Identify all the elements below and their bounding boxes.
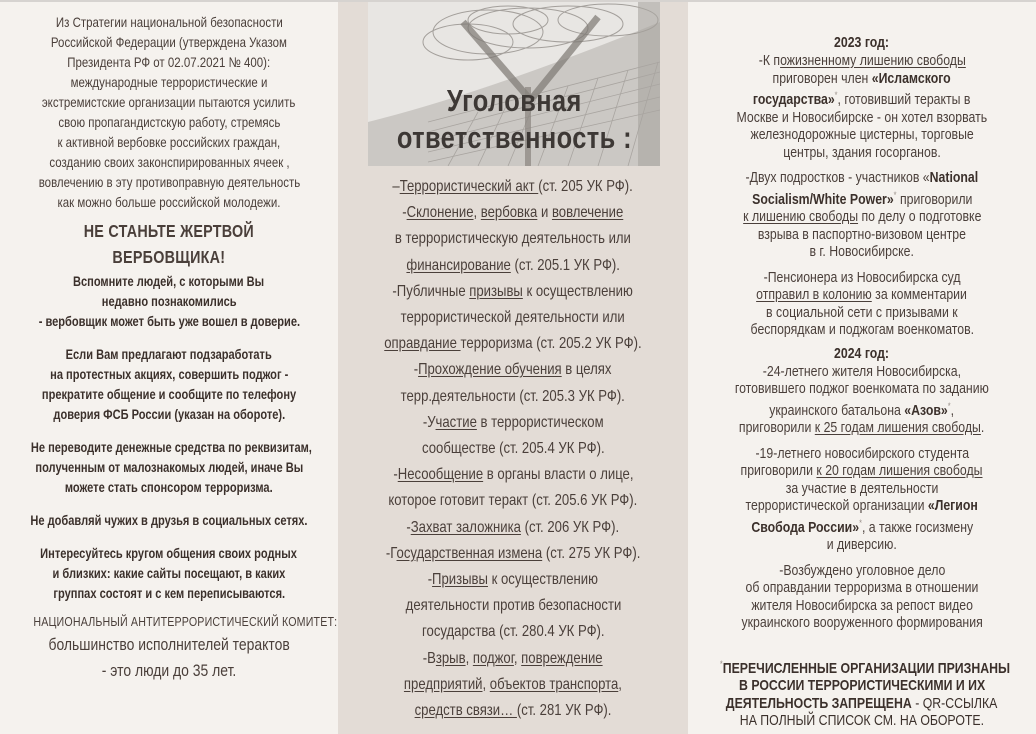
right-panel (688, 2, 1036, 734)
tip-line: Если Вам предлагают подзаработать (65, 347, 273, 362)
text-line (688, 70, 1036, 88)
tip-line: можете стать спонсором терроризма. (65, 480, 273, 495)
tips-list (0, 270, 338, 604)
text-run: в террористическую деятельность или (394, 230, 631, 248)
banner-title (368, 82, 660, 156)
underlined-term: объектов транспорта (489, 675, 619, 693)
text-line (338, 593, 688, 619)
tip-line: Не добавляй чужих в друзья в социальных сетях. (30, 513, 308, 528)
case-item (688, 562, 1036, 632)
text-line (338, 541, 688, 567)
tip-item (0, 272, 338, 332)
text-run: об оправдании терроризма в отношении (745, 579, 979, 596)
text-run: в террористическом (476, 413, 604, 431)
bold-term: государства» (753, 91, 836, 108)
statement-line: - это люди до 35 лет. (101, 661, 237, 680)
text-run: за комментарии (872, 286, 968, 303)
text-line (338, 646, 688, 672)
asterisk-footnote-mark: * (858, 517, 862, 528)
text-run: -Г (385, 544, 397, 562)
left-panel (0, 2, 338, 734)
text-run: - (406, 518, 411, 536)
bold-term: ПЕРЕЧИСЛЕННЫЕ ОРГАНИЗАЦИИ ПРИЗНАНЫ (722, 659, 1011, 677)
text-line (338, 305, 688, 331)
bold-term: Свобода России» (751, 518, 859, 536)
text-run: сообществе (ст. 205.4 УК РФ). (421, 440, 605, 458)
text-line (688, 109, 1036, 127)
tip-line: доверия ФСБ России (указан на обороте). (53, 407, 285, 422)
text-line (688, 187, 1036, 209)
text-run: жителя Новосибирска за репост видео (751, 596, 973, 614)
quote-line: свою пропагандистскую работу, стремясь (58, 114, 280, 130)
text-run: (ст. 206 УК РФ). (521, 518, 620, 536)
text-run: . (981, 419, 985, 436)
text-line (338, 357, 688, 383)
text-run: -Публичные (392, 282, 470, 300)
text-line (338, 331, 688, 357)
text-run: беспорядкам и поджогам военкоматов. (750, 321, 974, 338)
quote-line: международные террористические и (70, 74, 268, 90)
text-line (688, 52, 1036, 70)
text-run: , (473, 204, 482, 222)
bold-term: ДЕЯТЕЛЬНОСТЬ ЗАПРЕЩЕНА (726, 694, 913, 712)
text-line (688, 462, 1036, 480)
year-2023-heading: 2023 год: (834, 34, 890, 51)
text-line (338, 436, 688, 462)
text-run: (ст. 205 УК РФ). (538, 178, 634, 195)
heading-line: НЕ СТАНЬТЕ ЖЕРТВОЙ (83, 221, 255, 241)
quote-line: Из Стратегии национальной безопасности (55, 14, 283, 30)
text-line (338, 253, 688, 279)
text-line (338, 384, 688, 410)
text-line (338, 698, 688, 724)
text-run: приговорен член (772, 69, 873, 87)
underlined-term: средств связи… (414, 702, 517, 720)
quote-line: вовлечению в эту противоправную деятельность (38, 174, 300, 190)
text-line (688, 126, 1036, 144)
underlined-term: частие (435, 413, 477, 431)
case-item (688, 363, 1036, 437)
text-run: -У (422, 413, 436, 431)
quote-line: Российской Федерации (утверждена Указом (51, 34, 287, 50)
case-item (688, 269, 1036, 339)
text-line (338, 226, 688, 252)
text-line (688, 536, 1036, 554)
banner-title-line: Уголовная (446, 83, 582, 118)
text-line (338, 462, 688, 488)
tip-item (0, 345, 338, 425)
text-run: (ст. 275 УК РФ). (542, 544, 641, 562)
text-run: -Пенсионера из Новосибирска суд (763, 268, 961, 286)
cases-2023 (688, 52, 1036, 339)
text-line (688, 712, 1036, 730)
underlined-term: к лишению свободы (742, 208, 858, 225)
text-run: украинского вооруженного формирования (741, 614, 983, 631)
text-run: -Возбуждено уголовное дело (778, 561, 946, 579)
text-run: , (465, 649, 474, 667)
nak-statement (0, 632, 338, 684)
tip-line: на протестных акциях, совершить поджог - (49, 367, 289, 382)
underlined-term: вербовка (481, 204, 538, 222)
text-run: приговорили (741, 462, 817, 479)
text-line (688, 398, 1036, 420)
text-run: - (392, 466, 398, 484)
underlined-term: Призывы (432, 571, 489, 589)
quote-line: к активной вербовке российских граждан, (57, 134, 281, 150)
text-line (688, 87, 1036, 109)
text-run: в целях (562, 361, 612, 379)
text-run: и (537, 204, 553, 222)
tip-line: - вербовщик может быть уже вошел в доверие. (38, 314, 300, 329)
text-line (688, 269, 1036, 287)
tip-line: прекратите общение и сообщите по телефону (41, 387, 297, 402)
middle-panel (338, 2, 688, 734)
text-run: в органы власти о лице, (482, 466, 634, 484)
text-run: в г. Новосибирске. (809, 243, 915, 260)
text-run: (ст. 205.1 УК РФ). (510, 256, 620, 274)
text-line (338, 672, 688, 698)
text-run: - (414, 361, 419, 379)
text-line (688, 677, 1036, 695)
underlined-term: Прохождение обучения (418, 361, 563, 379)
text-line (338, 410, 688, 436)
underlined-term: призывы (469, 282, 524, 300)
text-line (688, 226, 1036, 244)
text-line (688, 597, 1036, 615)
text-line (338, 279, 688, 305)
tip-line: и близких: какие сайты посещают, в каких (52, 566, 286, 581)
tip-item (0, 438, 338, 498)
footnote (688, 656, 1036, 730)
text-line (688, 169, 1036, 187)
text-run: терр.деятельности (ст. 205.3 УК РФ). (400, 387, 626, 405)
bold-term: В РОССИИ ТЕРРОРИСТИЧЕСКИМИ И ИХ (738, 677, 986, 694)
text-line (338, 174, 688, 200)
heading-line: ВЕРБОВЩИКА! (112, 247, 226, 267)
crimes-list (338, 174, 688, 724)
underlined-term: вовлечение (552, 204, 624, 222)
text-run: (ст. 281 УК РФ). (516, 702, 612, 720)
text-run: Москве и Новосибирске - он хотел взорвать (736, 108, 988, 126)
text-run: приговорили (739, 419, 816, 436)
text-line (688, 695, 1036, 713)
text-run: - (402, 204, 407, 222)
text-run: -Двух подростков - участников « (745, 169, 930, 186)
text-line (688, 579, 1036, 597)
year-2024-heading: 2024 год: (834, 344, 890, 362)
quote-line: экстремистские организации пытаются усилить (42, 94, 296, 110)
text-run: и диверсию. (826, 536, 898, 553)
text-run: – (392, 178, 401, 195)
text-line (688, 304, 1036, 322)
text-run: - QR-ССЫЛКА (912, 694, 998, 712)
tip-line: полученным от малознакомых людей, иначе Вы (35, 460, 303, 475)
text-run: - (427, 571, 433, 589)
case-item (688, 52, 1036, 161)
text-line (688, 562, 1036, 580)
text-line (688, 363, 1036, 381)
asterisk-footnote-mark: * (719, 658, 723, 669)
text-run: государства (ст. 280.4 УК РФ). (421, 623, 605, 641)
text-run: приговорили (896, 190, 973, 208)
text-run: деятельности против безопасности (405, 597, 621, 615)
statement-line: большинство исполнителей терактов (48, 635, 290, 654)
underlined-term: оправдание (384, 335, 461, 353)
bold-term: «Азов» (904, 401, 949, 419)
underlined-term: финансирование (406, 256, 511, 274)
text-run: готовившего поджог военкомата по заданию (735, 380, 989, 397)
text-run: , (514, 649, 522, 667)
bold-term: National (929, 169, 979, 186)
text-line (688, 286, 1036, 304)
text-line (688, 614, 1036, 632)
underlined-term: к 20 годам лишения свободы (816, 462, 983, 479)
case-item (688, 445, 1036, 554)
warning-heading (0, 218, 338, 270)
bold-term: Socialism/White Power» (751, 190, 894, 208)
underlined-term: ожизненному лишению свободы (779, 52, 966, 69)
text-run: -19-летнего новосибирского студента (755, 444, 969, 462)
underlined-term: Склонение (406, 204, 474, 222)
text-run: центры, здания госорганов. (783, 143, 941, 161)
text-run: взрыва в паспортно-визовом центре (757, 225, 967, 243)
quote-line: как можно больше российской молодежи. (57, 194, 281, 210)
underlined-term: Террористический акт (400, 178, 539, 195)
bold-term: «Исламского (872, 69, 952, 87)
asterisk-footnote-mark: * (893, 189, 897, 200)
underlined-term: предприятий (403, 675, 483, 693)
text-run: , а также госизмену (861, 518, 973, 536)
tip-item (0, 544, 338, 604)
text-line (688, 243, 1036, 261)
text-line (338, 200, 688, 226)
bold-term: «Легион (928, 497, 979, 514)
text-run: -В (423, 649, 437, 667)
barbed-wire-banner (368, 2, 660, 166)
text-line (338, 619, 688, 645)
tip-line: Интересуйтесь кругом общения своих родных (40, 546, 298, 561)
text-run: железнодорожные цистерны, торговые (750, 126, 974, 143)
tip-item (0, 511, 338, 531)
text-run: -24-летнего жителя Новосибирска, (762, 362, 962, 380)
text-run: -К п (758, 52, 780, 69)
tip-line: группах состоят и с кем переписываются. (53, 586, 285, 601)
text-line (688, 480, 1036, 498)
text-line (688, 656, 1036, 678)
tip-line: Вспомните людей, с которыми Вы (73, 274, 265, 289)
text-run: к осуществлению (523, 282, 634, 300)
text-line (688, 380, 1036, 398)
underlined-term: отправил в колонию (756, 286, 873, 303)
text-line (338, 567, 688, 593)
text-line (688, 208, 1036, 226)
underlined-term: к 25 годам лишения свободы (815, 419, 982, 436)
text-run: , (950, 401, 955, 419)
cases-2024 (688, 363, 1036, 632)
underlined-term: осударственная измена (396, 544, 543, 562)
text-run: террористической деятельности или (400, 309, 626, 327)
text-line (338, 488, 688, 514)
text-line (688, 419, 1036, 437)
text-run: к осуществлению (488, 571, 599, 589)
text-run: за участие в деятельности (785, 479, 939, 497)
text-run: в социальной сети с призывами к (766, 303, 958, 321)
text-line (688, 144, 1036, 162)
text-line (338, 515, 688, 541)
asterisk-footnote-mark: * (835, 90, 838, 100)
text-run: НА ПОЛНЫЙ СПИСОК СМ. НА ОБОРОТЕ. (739, 712, 985, 729)
underlined-term: Несообщение (397, 466, 483, 484)
text-run: которое готовит теракт (ст. 205.6 УК РФ). (388, 492, 638, 510)
banner-title-line: ответственность : (396, 120, 632, 155)
underlined-term: Захват заложника (410, 518, 522, 536)
underlined-term: поджог (473, 649, 515, 667)
underlined-term: повреждение (521, 649, 603, 667)
tip-line: недавно познакомились (101, 294, 237, 309)
case-item (688, 169, 1036, 261)
text-run: террористической организации (745, 497, 929, 514)
text-run: , (618, 675, 623, 693)
quote-line: Президента РФ от 02.07.2021 № 400): (67, 54, 271, 70)
text-run: по делу о подготовке (857, 208, 982, 225)
text-run: украинского батальона (769, 401, 905, 419)
quote-line: созданию своих законспирированных ячеек , (48, 154, 290, 170)
asterisk-footnote-mark: * (948, 400, 951, 411)
underlined-term: зрыв (436, 649, 466, 667)
strategy-quote (0, 12, 338, 212)
text-line (688, 497, 1036, 515)
text-line (688, 321, 1036, 339)
text-line (688, 445, 1036, 463)
text-line (688, 515, 1036, 537)
text-run: , готовивший теракты в (837, 91, 971, 108)
text-run: терроризма (ст. 205.2 УК РФ). (460, 335, 642, 353)
nak-label: НАЦИОНАЛЬНЫЙ АНТИТЕРРОРИСТИЧЕСКИЙ КОМИТЕТ: (33, 614, 338, 629)
text-run: , (482, 675, 490, 693)
tip-line: Не переводите денежные средства по реквизитам, (30, 440, 312, 455)
